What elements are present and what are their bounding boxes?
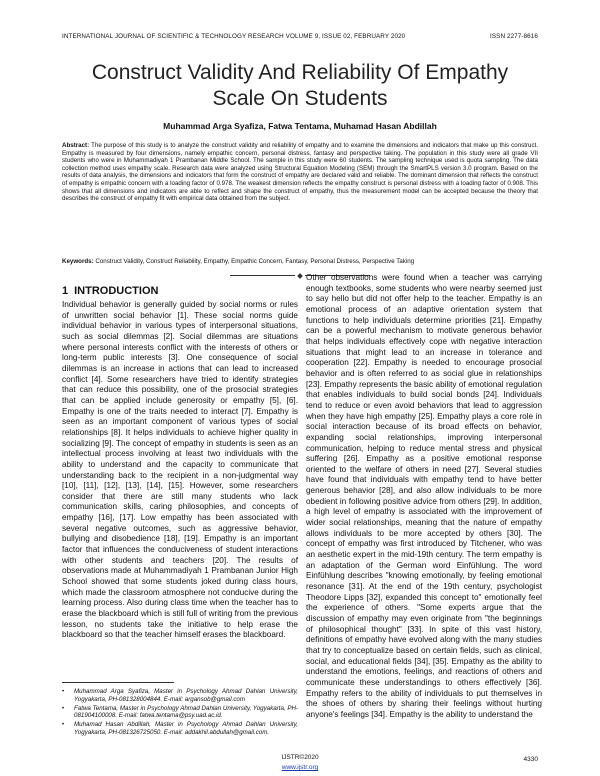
abstract <box>62 142 538 203</box>
footnote-text: Muhammad Arga Syafiza, Master in Psychology Ahmad Dahlan University, Yogyakarta, PH-081328004844. E-mail: argansob@gmail.com <box>74 688 298 703</box>
abstract-label: Abstract: <box>62 142 90 149</box>
footnote-bullet: • <box>62 704 65 712</box>
author-footnotes <box>62 688 298 738</box>
keywords <box>62 258 538 266</box>
keywords-label: Keywords: <box>62 258 94 265</box>
paper-title <box>40 60 560 112</box>
divider-diamond <box>297 273 303 279</box>
footnote-item <box>62 721 298 737</box>
footnote-item <box>62 705 298 721</box>
journal-header <box>62 33 538 40</box>
left-column <box>62 285 298 641</box>
paper-title-line-1: Construct Validity And Reliability Of Empathy <box>91 61 509 84</box>
footer-url-link[interactable]: www.ijstr.org <box>281 764 319 771</box>
abstract-text: The purpose of this study is to analyze the construct validity and reliability of empathy and to examine the dimensions and indicators that make up this construct. Empathy is measured by four dimensions, namely empathic concern, personal distress, fantasy and perspective taking. The population in this study were all grade VII students who were in Muhammadiyah 1 Prambanan Middle School. The sample in this study were 60 students. The sampling technique used is quota sampling. The data collection method uses empathy scale. Research data were analyzed using Structural Equation Modeling (SEM) through the SmartPLS version 3.0 program. Based on the results of data analysis, the dimensions and indicators that form the construct of empathy are declared valid and reliable. The dominant dimension that reflects the construct of empathy is empathic concern with a loading factor of 0.978. The weakest dimension reflects the empathy construct is personal distress with a loading factor of 0.908. This shows that all dimensions and indicators are able to reflect and shape the construct of empathy, thus the measurement model can be accepted because the theory that describes the construct of empathy fit with empirical data obtained from the subject. <box>62 142 538 203</box>
section-number: 1 <box>62 285 69 297</box>
divider-line-left <box>230 275 295 276</box>
section-heading <box>62 285 298 298</box>
issn: ISSN 2277-8616 <box>490 33 538 40</box>
footnote-item <box>62 688 298 704</box>
paper-title-line-2: Scale On Students <box>212 87 388 110</box>
intro-paragraph-left: Individual behavior is generally guided by social norms or rules of unwritten social behavior [1]. These social norms guide individual behavior in various types of interpersonal situations, such as social dilemmas [2]. Social dilemmas are situations where personal interests conflict with the interests of others or long-term public interests [3]. One consequence of social dilemmas is an increase in actions that can lead to increased conflict [4]. Some researchers have tried to identify strategies that can reduce this possibility, one of the prosocial strategies that can be applied include generosity or empathy [5], [6]. Empathy is one of the traits needed to interact [7]. Empathy is seen as an important component of various types of social relationships [8]. It helps individuals to achieve higher quality in socializing [9]. The concept of empathy in students is seen as an intellectual process involving at least two individuals with the ability to understand and the capacity to communicate that understanding back to the recipient in a non-judgmental way [10], [11], [12], [13], [14], [15]. However, some researchers consider that there are still many students who lack communication skills, caring philosophies, and concepts of empathy [16], [17]. Low empathy has been associated with several negative outcomes, such as aggressive behavior, bullying and disobedience [18], [19]. Empathy is an important factor that influences the conduciveness of student interactions with other students and teachers [20]. The results of observations made at Muhammadiyah 1 Prambanan Junior High School showed that some students joked during class hours, which made the classroom atmosphere not conducive during the learning process. Also during class time when the teacher has to erase the blackboard which is still full of writing from the previous lesson, no students take the initiative to help erase the blackboard so that the teacher himself erases the blackboard. <box>62 300 298 640</box>
footnote-text: Fatwa Tentama, Master in Psychology Ahmad Dahlan University, Yogyakarta, PH-081904100008. E-mail: fatwa.tentama@psy.uad.ac.id. <box>74 704 298 720</box>
section-title: INTRODUCTION <box>74 285 159 297</box>
footnote-bullet: • <box>62 688 65 695</box>
intro-paragraph-right: Other observations were found when a teacher was carrying enough textbooks, some students who were nearby seemed just to say hello but did not offer help to the teacher. Empathy is an emotional process of an adaptive orientation system that functions to help individuals determine priorities [21]. Empathy can be a powerful mechanism to motivate generous behavior that helps individuals effectively cope with negative interaction situations that might lead to an increase in tolerance and cooperation [22]. Empathy is needed to encourage prosocial behavior and is often referred to as social glue in relationships [23]. Empathy represents the basic ability of emotional regulation that enables individuals to build social bonds [24]. Individuals tend to reduce or even avoid behaviors that lead to aggression when they have high empathy [25]. Empathy plays a core role in social interaction because of its broad effects on behavior, expanding social relationships, improving interpersonal communication, helping to reduce mental stress and physical suffering [26]. Empathy as a positive emotional response oriented to the welfare of others in need [27]. Several studies have found that individuals with empathy tend to have better generous behavior [28], and also allow individuals to be more obedient in following positive advice from others [29]. In addition, a high level of empathy is associated with the improvement of wider social relationships, meaning that the nature of empathy allows individuals to be more accepted by others [30]. The concept of empathy was first introduced by Titchener, who was an aesthetic expert in the mid-19th century. The term empathy is an adaptation of the German word Einfühlung. The word Einfühlung describes "knowing emotionally, by feeling emotional resonance [31]. At the end of the 19th century, psychologist Theodore Lipps [32], expanded this concept to" emotionally feel the experience of others. "Some experts argue that the discussion of empathy may even originate from "the beginnings of philosophical thought" [33]. In spite of this vast history, definitions of empathy have evolved along with the many studies that try to conceptualize based on certain fields, such as clinical, social, and educational fields [34], [35]. Empathy as the ability to understand the emotions, feelings, and reactions of others and communicate these understandings to others effectively [36]. Empathy refers to the ability of individuals to put themselves in the shoes of others by sharing their feelings without hurting anyone's feelings [34]. Empathy is the ability to understand the <box>306 273 542 719</box>
footer-copyright: IJSTR©2020 <box>281 754 319 761</box>
footnote-text: Muhamad Hasan Abdillah, Master in Psychology Ahmad Dahlan University, Yogyakarta, PH-081326725050. E-mail: addakhil.abdullah@gmail.com. <box>74 721 298 736</box>
footnote-bullet: • <box>62 721 65 729</box>
right-column <box>306 273 542 721</box>
page-number: 4330 <box>523 756 538 763</box>
keywords-text: Construct Validity, Construct Reliability, Empathy, Empathic Concern, Fantasy, Personal Distress, Perspective Taking <box>93 258 415 265</box>
journal-name: INTERNATIONAL JOURNAL OF SCIENTIFIC & TECHNOLOGY RESEARCH VOLUME 9, ISSUE 02, FEBRUARY 2020 <box>62 33 406 40</box>
footnote-rule <box>62 682 174 683</box>
author-list: Muhammad Arga Syafiza, Fatwa Tentama, Muhamad Hasan Abdillah <box>163 121 437 131</box>
